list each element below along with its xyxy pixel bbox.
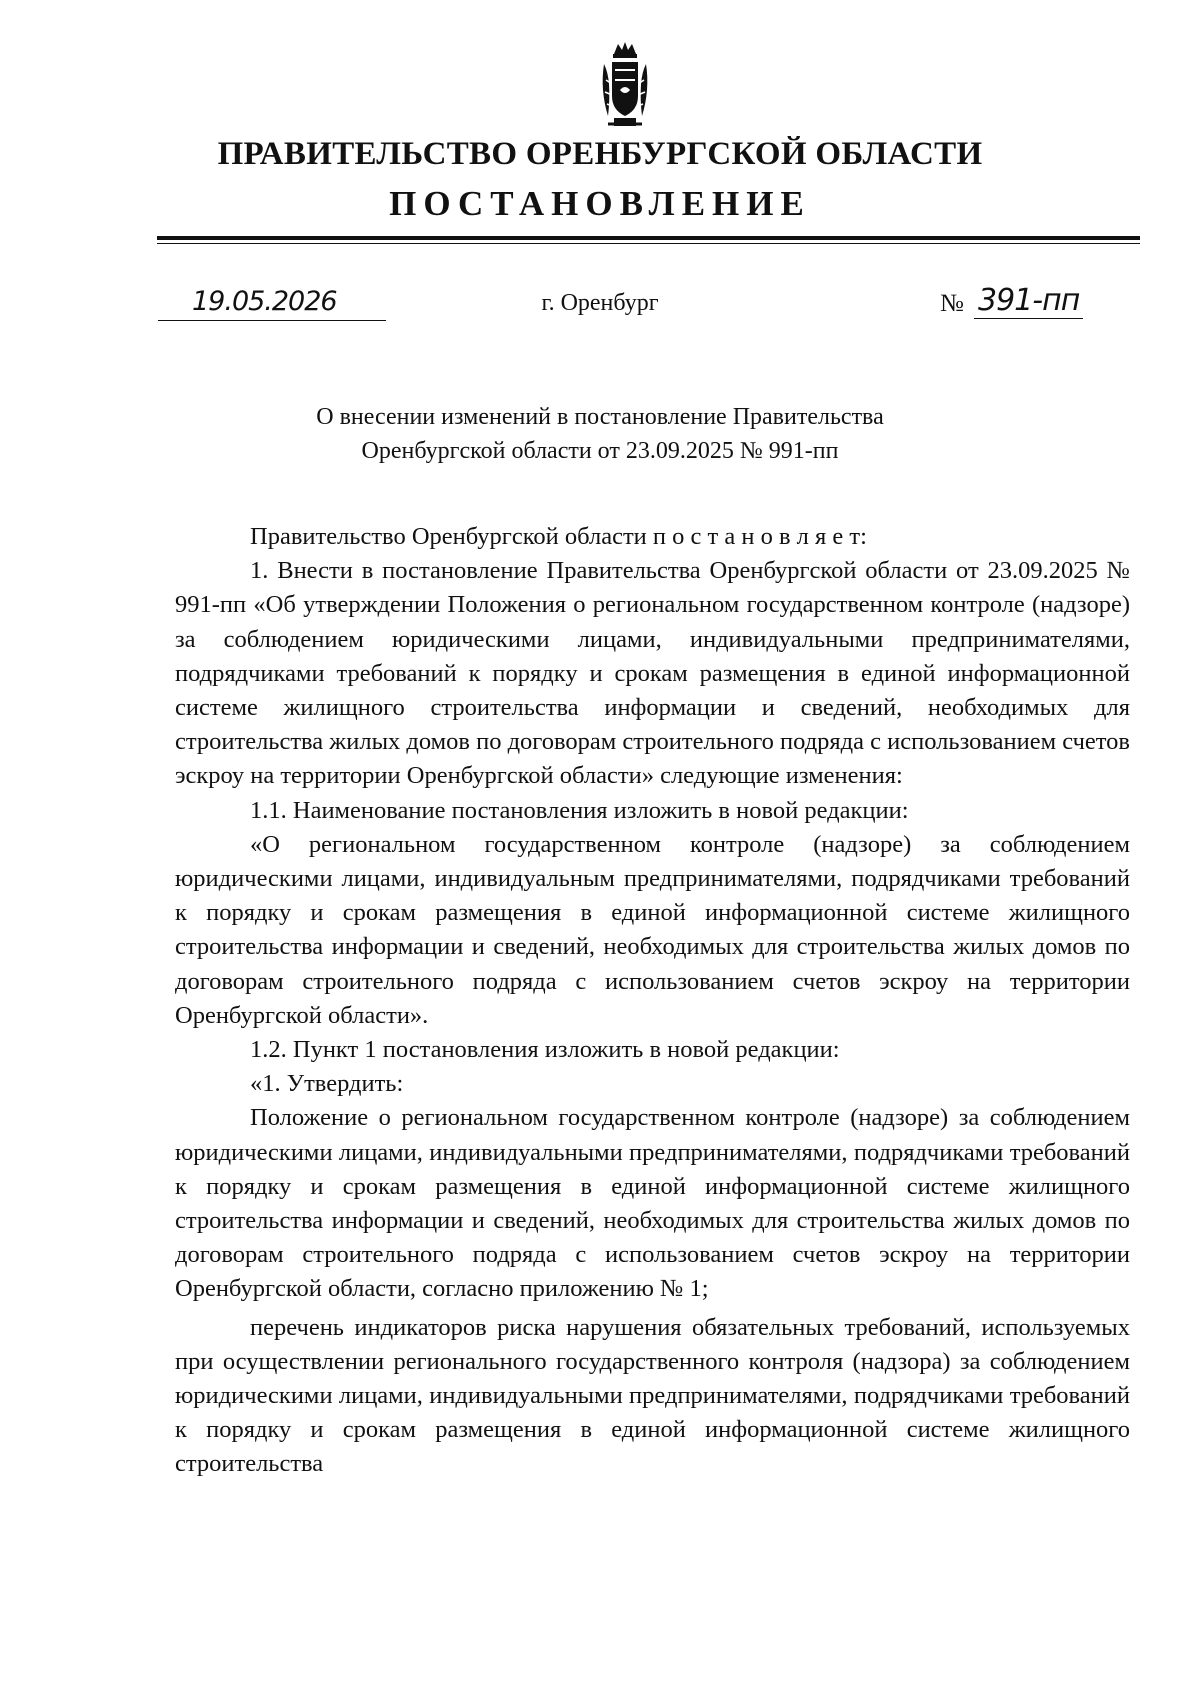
document-number-field [930, 283, 1150, 322]
document-date: 19.05.2026 [192, 286, 337, 317]
body-paragraph-risk-indicators: перечень индикаторов риска нарушения обязательных требований, используемых при осуществлении регионального государственного контроля (надзора) за соблюдением юридическими лицами, индивидуальными предпринимателями, подрядчиками требований к порядку и срокам размещения в единой информационной системе жилищного строительства [175, 1313, 1130, 1478]
government-title: ПРАВИТЕЛЬСТВО ОРЕНБУРГСКОЙ ОБЛАСТИ [217, 136, 983, 172]
header-divider-thin [157, 243, 1140, 244]
body-paragraph-preamble: Правительство Оренбургской области п о с т а н о в л я е т: [250, 523, 867, 550]
document-type-title: ПОСТАНОВЛЕНИЕ [389, 184, 811, 223]
body-paragraph-approve: «1. Утвердить: [250, 1070, 404, 1098]
subject-line-1: О внесении изменений в постановление Правительства [316, 404, 884, 430]
body-paragraph-1-2: 1.2. Пункт 1 постановления изложить в новой редакции: [250, 1036, 840, 1064]
document-subject [0, 400, 1200, 468]
document-body [175, 520, 1130, 1482]
coat-of-arms-icon [600, 40, 650, 130]
document-number: 391-пп [974, 284, 1083, 319]
number-sign: № [940, 290, 964, 317]
body-paragraph-1-1: 1.1. Наименование постановления изложить в новой редакции: [250, 796, 909, 824]
body-paragraph-new-title: «О региональном государственном контроле (надзоре) за соблюдением юридическими лицами, индивидуальным предпринимателями, подрядчиками требований к порядку и срокам размещения в единой информационной системе жилищного строительства информации и сведений, необходимых для строительства жилых домов по договорам строительного подряда с использованием счетов эскроу на территории Оренбургской области». [175, 830, 1130, 1029]
body-paragraph-regulation: Положение о региональном государственном контроле (надзоре) за соблюдением юридическими лицами, индивидуальными предпринимателями, подрядчиками требований к порядку и срокам размещения в единой информационной системе жилищного строительства информации и сведений, необходимых для строительства жилых домов по договорам строительного подряда с использованием счетов эскроу на территории Оренбургской области, согласно приложению № 1; [175, 1104, 1130, 1303]
header-divider-thick [157, 236, 1140, 240]
body-paragraph-1: 1. Внести в постановление Правительства Оренбургской области от 23.09.2025 № 991-пп «Об утверждении Положения о региональном государственном контроле (надзоре) за соблюдением юридическими лицами, индивидуальными предпринимателями, подрядчиками требований к порядку и срокам размещения в единой информационной системе жилищного строительства информации и сведений, необходимых для строительства жилых домов по договорам строительного подряда с использованием счетов эскроу на территории Оренбургской области» следующие изменения: [175, 557, 1130, 790]
subject-line-2: Оренбургской области от 23.09.2025 № 991-пп [361, 438, 839, 464]
document-city: г. Оренбург [541, 290, 659, 316]
